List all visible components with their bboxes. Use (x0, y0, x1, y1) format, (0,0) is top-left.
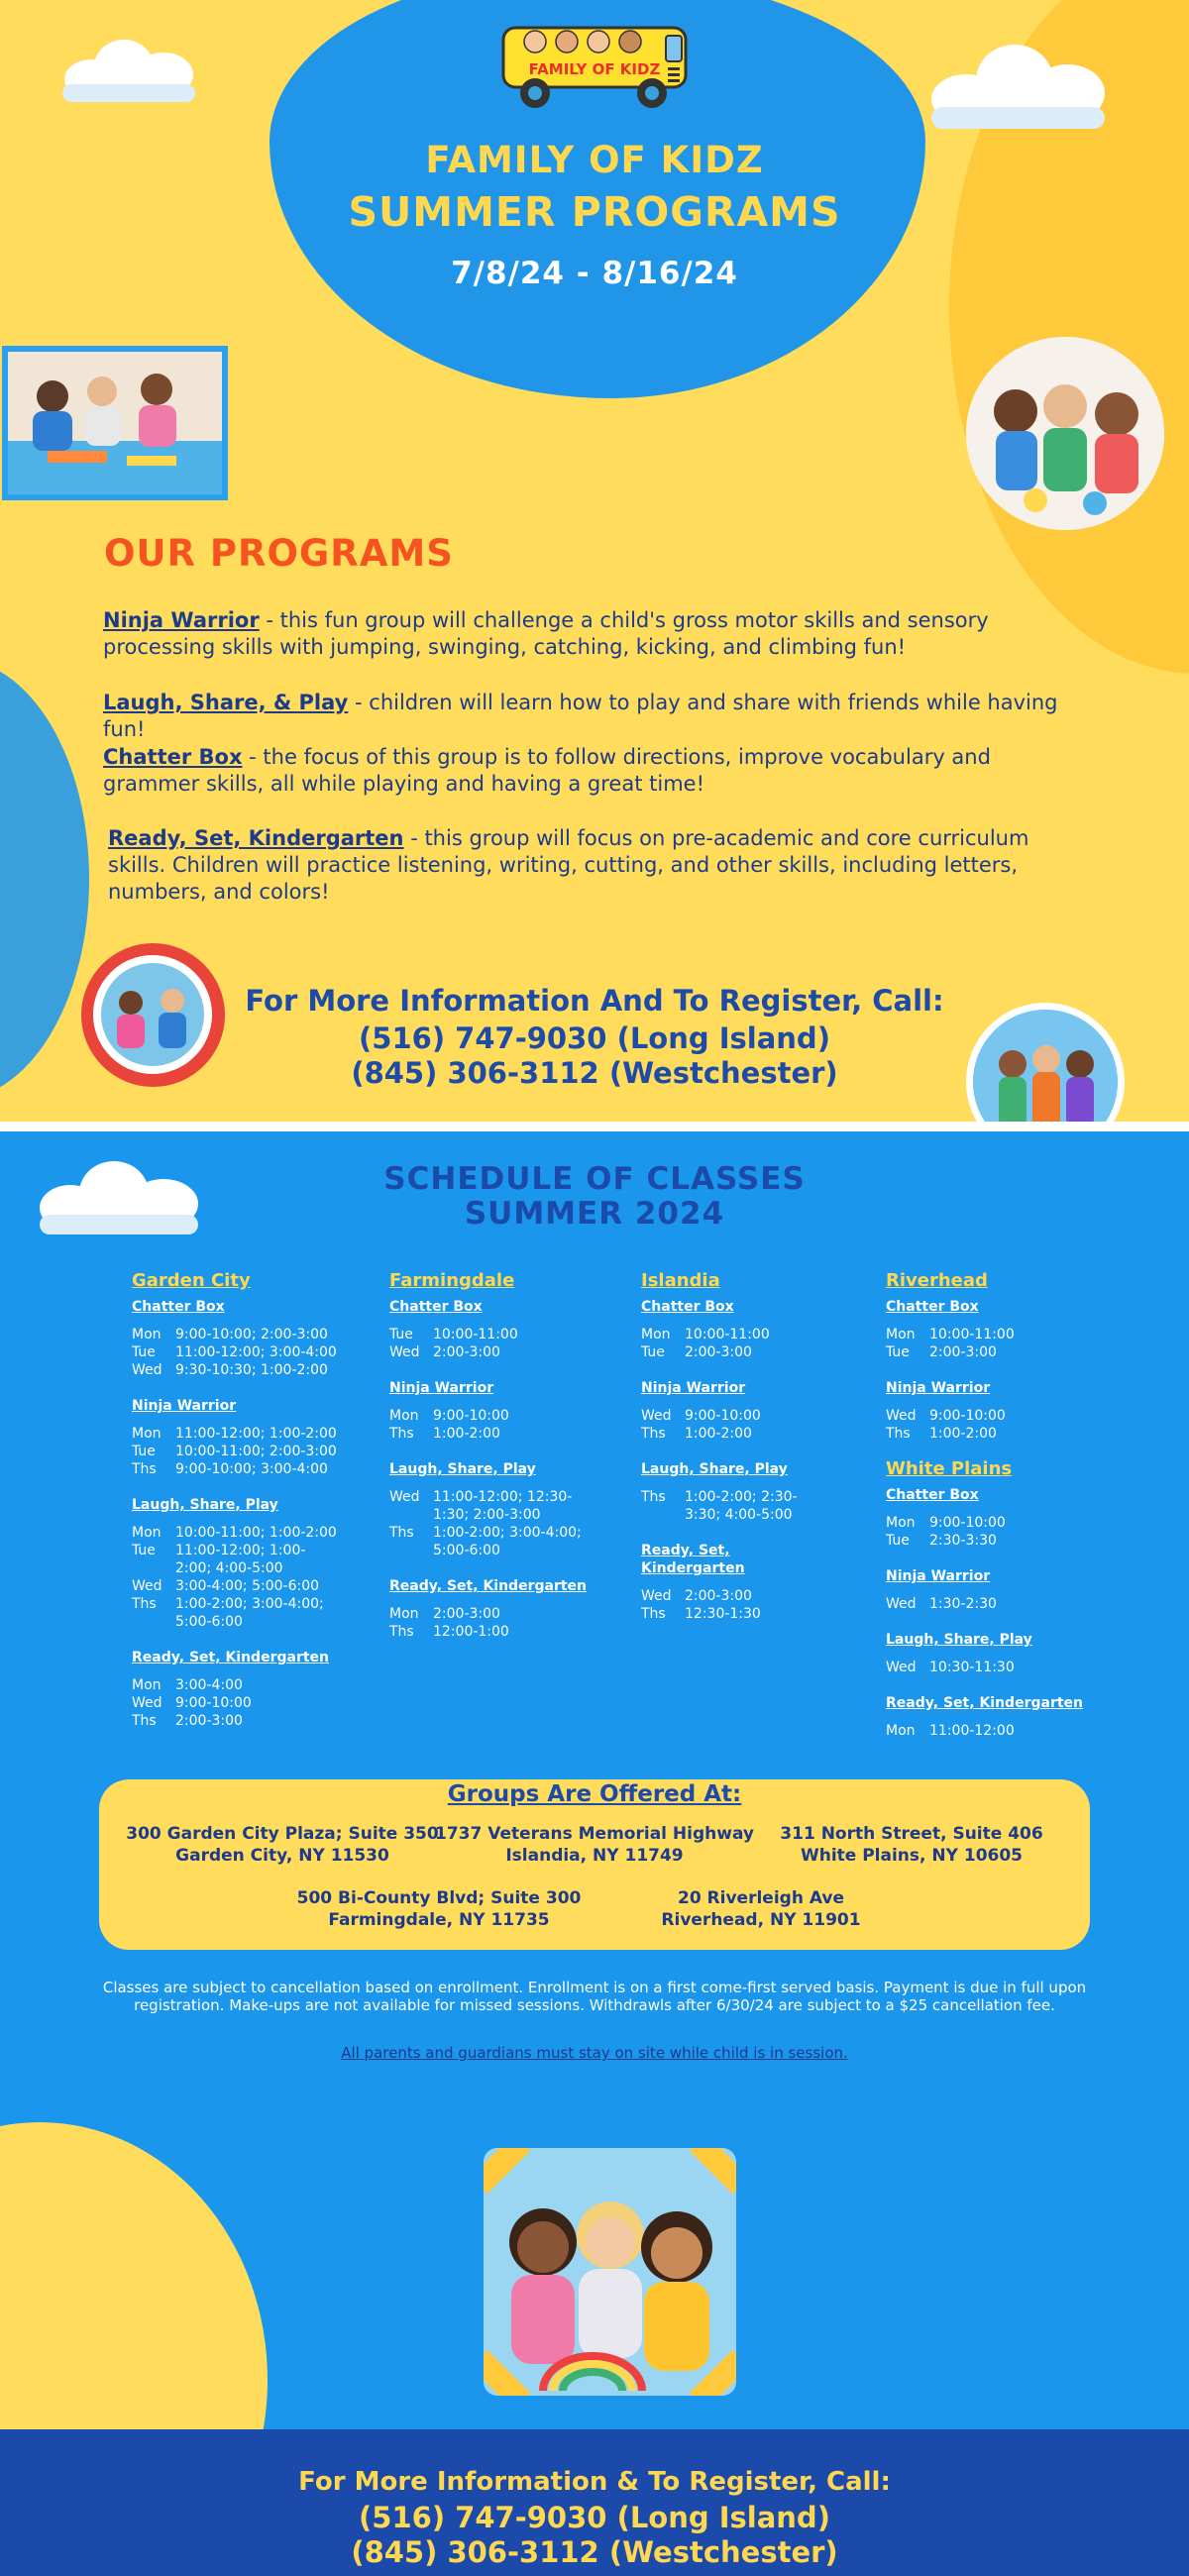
time-slot (132, 1524, 340, 1542)
group-name: Ninja Warrior (132, 1398, 237, 1414)
footer-call-label: For More Information & To Register, Call: (298, 2467, 891, 2497)
address-white-plains (748, 1823, 1075, 1867)
cloud-icon (35, 1157, 203, 1236)
slot-day: Mon (389, 1408, 419, 1424)
slot-day: Mon (886, 1327, 916, 1342)
slot-times: 2:00-3:00 (685, 1588, 752, 1604)
time-slot (641, 1343, 829, 1361)
address-line: Farmingdale, NY 11735 (328, 1910, 550, 1930)
kids-bubble-photo (966, 1003, 1125, 1122)
location-name: Garden City (132, 1270, 251, 1291)
group-name: Chatter Box (886, 1487, 979, 1503)
slot-times: 10:00-11:00 (929, 1327, 1015, 1342)
slot-times: 9:00-10:00 (433, 1408, 509, 1424)
program-description: - children will learn how to play and share with friends while having fun! (103, 691, 1058, 741)
slot-times: 10:00-11:00; 2:00-3:00 (175, 1444, 337, 1459)
slot-day: Tue (132, 1444, 156, 1459)
group-name: Ninja Warrior (641, 1380, 746, 1396)
time-slot (641, 1605, 829, 1623)
program-description: - this group will focus on pre-academic and core curriculum skills. Children will practice listening, writing, cutting, and other skills, including letters, numbers, and colors! (108, 826, 1029, 904)
address-line: 300 Garden City Plaza; Suite 350 (126, 1824, 439, 1844)
group-times (132, 1676, 340, 1730)
time-slot (886, 1407, 1084, 1425)
slot-times: 11:00-12:00; 3:00-4:00 (175, 1344, 337, 1360)
cloud-icon (54, 35, 203, 104)
top-section (0, 0, 1189, 1122)
program-laugh-share-play (103, 690, 1064, 743)
slot-times: 9:30-10:30; 1:00-2:00 (175, 1362, 328, 1378)
group-times (389, 1488, 588, 1559)
address-riverhead (597, 1887, 924, 1931)
time-slot (132, 1460, 340, 1478)
slot-day: Ths (389, 1525, 414, 1541)
slot-day: Ths (132, 1461, 157, 1477)
program-name: Laugh, Share, & Play (103, 691, 349, 714)
program-name: Ready, Set, Kindergarten (108, 826, 404, 850)
time-slot (389, 1326, 588, 1343)
group-name: Laugh, Share, Play (641, 1461, 788, 1477)
time-slot (641, 1407, 829, 1425)
programs-heading: OUR PROGRAMS (104, 532, 454, 575)
slot-times: 11:00-12:00 (929, 1723, 1015, 1739)
slot-day: Mon (389, 1606, 419, 1622)
slot-day: Ths (641, 1489, 666, 1505)
slot-day: Tue (886, 1344, 910, 1360)
slot-day: Mon (886, 1723, 916, 1739)
time-slot (886, 1722, 1084, 1740)
program-name: Ninja Warrior (103, 608, 260, 632)
slot-times: 1:00-2:00 (433, 1426, 500, 1442)
slot-times: 1:00-2:00; 2:30-3:30; 4:00-5:00 (685, 1489, 798, 1523)
group-name: Chatter Box (389, 1299, 483, 1315)
slot-times: 9:00-10:00 (175, 1695, 252, 1711)
slot-times: 12:30-1:30 (685, 1606, 761, 1622)
schedule-title-line1: SCHEDULE OF CLASSES (383, 1161, 806, 1197)
bus-label: FAMILY OF KIDZ (528, 60, 661, 78)
group-times (886, 1514, 1084, 1550)
time-slot (132, 1595, 340, 1631)
schedule-column (641, 1272, 829, 1641)
program-dates: 7/8/24 - 8/16/24 (451, 256, 738, 291)
slot-day: Wed (132, 1578, 162, 1594)
address-line: 500 Bi-County Blvd; Suite 300 (296, 1888, 582, 1908)
time-slot (132, 1361, 340, 1379)
time-slot (389, 1488, 588, 1524)
group-times (886, 1407, 1084, 1443)
slot-day: Mon (132, 1426, 162, 1442)
location-name: White Plains (886, 1458, 1013, 1479)
slot-day: Ths (132, 1596, 157, 1612)
group-name: Ready, Set, Kindergarten (641, 1543, 745, 1576)
location-name: Farmingdale (389, 1270, 515, 1291)
time-slot (132, 1443, 340, 1460)
program-description: - this fun group will challenge a child's gross motor skills and sensory processing skills with jumping, swinging, catching, kicking, and climbing fun! (103, 608, 989, 659)
slot-day: Mon (132, 1525, 162, 1541)
group-times (641, 1407, 829, 1443)
bus-logo (497, 22, 692, 113)
time-slot (389, 1605, 588, 1623)
group-name: Laugh, Share, Play (886, 1632, 1032, 1648)
address-farmingdale (275, 1887, 602, 1931)
time-slot (641, 1425, 829, 1443)
time-slot (886, 1514, 1084, 1532)
group-times (886, 1722, 1084, 1740)
address-islandia (431, 1823, 758, 1867)
parents-note: All parents and guardians must stay on site while child is in session. (341, 2044, 848, 2062)
slot-day: Wed (886, 1596, 917, 1612)
slot-times: 9:00-10:00 (929, 1408, 1006, 1424)
header-title-line2: SUMMER PROGRAMS (348, 188, 841, 236)
locations-box (99, 1779, 1090, 1950)
group-name: Chatter Box (886, 1299, 979, 1315)
slot-day: Tue (132, 1543, 156, 1558)
slot-times: 9:00-10:00 (685, 1408, 761, 1424)
program-ninja-warrior (103, 607, 1064, 661)
time-slot (886, 1326, 1084, 1343)
footer-phone-westchester[interactable]: (845) 306-3112 (Westchester) (351, 2535, 838, 2569)
phone-long-island[interactable]: (516) 747-9030 (Long Island) (359, 1021, 830, 1055)
time-slot (389, 1343, 588, 1361)
slot-times: 1:00-2:00 (929, 1426, 997, 1442)
slot-times: 1:00-2:00 (685, 1426, 752, 1442)
schedule-column (132, 1272, 340, 1748)
slot-times: 2:00-3:00 (433, 1606, 500, 1622)
slot-times: 2:00-3:00 (685, 1344, 752, 1360)
slot-day: Wed (641, 1588, 672, 1604)
group-times (886, 1326, 1084, 1361)
slot-day: Wed (389, 1344, 420, 1360)
header-title-line1: FAMILY OF KIDZ (425, 139, 764, 181)
slot-times: 10:00-11:00 (433, 1327, 518, 1342)
schedule-column (886, 1272, 1084, 1758)
slot-day: Wed (389, 1489, 420, 1505)
slot-day: Wed (886, 1660, 917, 1675)
slot-day: Wed (886, 1408, 917, 1424)
group-times (641, 1326, 829, 1361)
group-times (389, 1605, 588, 1641)
group-times (389, 1407, 588, 1443)
slot-times: 1:00-2:00; 3:00-4:00; 5:00-6:00 (433, 1525, 582, 1558)
slot-day: Wed (132, 1362, 162, 1378)
slot-times: 2:30-3:30 (929, 1533, 997, 1549)
group-times (132, 1326, 340, 1379)
time-slot (641, 1326, 829, 1343)
address-line: Riverhead, NY 11901 (661, 1910, 861, 1930)
time-slot (132, 1676, 340, 1694)
time-slot (886, 1532, 1084, 1550)
group-times (389, 1326, 588, 1361)
time-slot (132, 1343, 340, 1361)
address-line: Garden City, NY 11530 (175, 1846, 389, 1866)
slot-day: Mon (886, 1515, 916, 1531)
slot-times: 1:00-2:00; 3:00-4:00; 5:00-6:00 (175, 1596, 324, 1630)
happy-kids-photo (484, 2148, 736, 2396)
phone-westchester[interactable]: (845) 306-3112 (Westchester) (351, 1056, 838, 1090)
time-slot (132, 1694, 340, 1712)
decorative-wave (0, 2122, 268, 2429)
slot-times: 10:00-11:00 (685, 1327, 770, 1342)
slot-day: Ths (132, 1713, 157, 1729)
address-line: 311 North Street, Suite 406 (780, 1824, 1043, 1844)
slot-times: 2:00-3:00 (929, 1344, 997, 1360)
cloud-icon (926, 40, 1110, 134)
address-line: 1737 Veterans Memorial Highway (435, 1824, 754, 1844)
time-slot (886, 1343, 1084, 1361)
slot-day: Ths (641, 1606, 666, 1622)
address-line: 20 Riverleigh Ave (677, 1888, 845, 1908)
flower-frame-photo (81, 943, 225, 1087)
address-line: Islandia, NY 11749 (505, 1846, 684, 1866)
time-slot (389, 1623, 588, 1641)
time-slot (641, 1488, 829, 1524)
slot-day: Wed (641, 1408, 672, 1424)
slot-day: Ths (886, 1426, 911, 1442)
children-toys-photo (966, 337, 1164, 530)
time-slot (641, 1587, 829, 1605)
time-slot (132, 1425, 340, 1443)
program-description: - the focus of this group is to follow directions, improve vocabulary and grammer skills, all while playing and having a great time! (103, 745, 991, 796)
group-times (886, 1595, 1084, 1613)
group-times (132, 1524, 340, 1631)
time-slot (132, 1577, 340, 1595)
slot-day: Ths (641, 1426, 666, 1442)
group-name: Laugh, Share, Play (132, 1497, 278, 1513)
slot-day: Wed (132, 1695, 162, 1711)
group-name: Chatter Box (641, 1299, 734, 1315)
decorative-wave (0, 659, 89, 1100)
slot-times: 11:00-12:00; 12:30-1:30; 2:00-3:00 (433, 1489, 573, 1523)
group-times (641, 1587, 829, 1623)
location-name: Riverhead (886, 1270, 988, 1291)
program-chatter-box (103, 744, 1064, 798)
slot-day: Mon (641, 1327, 671, 1342)
time-slot (132, 1712, 340, 1730)
group-name: Ready, Set, Kindergarten (886, 1695, 1084, 1711)
footer (0, 2429, 1189, 2576)
footer-phone-long-island[interactable]: (516) 747-9030 (Long Island) (359, 2501, 830, 2534)
address-line: White Plains, NY 10605 (800, 1846, 1024, 1866)
slot-times: 3:00-4:00 (175, 1677, 243, 1693)
slot-times: 10:30-11:30 (929, 1660, 1015, 1675)
slot-times: 9:00-10:00; 3:00-4:00 (175, 1461, 328, 1477)
section-divider (0, 1122, 1189, 1131)
time-slot (389, 1524, 588, 1559)
time-slot (886, 1659, 1084, 1676)
schedule-column (389, 1272, 588, 1659)
group-name: Chatter Box (132, 1299, 225, 1315)
slot-day: Mon (132, 1327, 162, 1342)
slot-day: Mon (132, 1677, 162, 1693)
children-drawing-photo (2, 346, 228, 500)
slot-day: Tue (132, 1344, 156, 1360)
group-name: Ninja Warrior (389, 1380, 494, 1396)
address-garden-city (119, 1823, 446, 1867)
time-slot (886, 1595, 1084, 1613)
slot-times: 11:00-12:00; 1:00-2:00 (175, 1426, 337, 1442)
time-slot (389, 1407, 588, 1425)
group-name: Laugh, Share, Play (389, 1461, 536, 1477)
slot-times: 2:00-3:00 (175, 1713, 243, 1729)
slot-times: 2:00-3:00 (433, 1344, 500, 1360)
locations-heading: Groups Are Offered At: (447, 1781, 742, 1807)
info-call-label: For More Information And To Register, Call: (245, 984, 944, 1018)
program-ready-set-kindergarten (108, 825, 1069, 906)
group-name: Ninja Warrior (886, 1380, 991, 1396)
time-slot (132, 1542, 340, 1577)
location-name: Islandia (641, 1270, 720, 1291)
slot-times: 1:30-2:30 (929, 1596, 997, 1612)
group-times (641, 1488, 829, 1524)
time-slot (132, 1326, 340, 1343)
slot-day: Tue (886, 1533, 910, 1549)
program-name: Chatter Box (103, 745, 243, 769)
slot-day: Ths (389, 1624, 414, 1640)
schedule-title-line2: SUMMER 2024 (464, 1196, 725, 1232)
slot-day: Tue (389, 1327, 413, 1342)
slot-times: 3:00-4:00; 5:00-6:00 (175, 1578, 320, 1594)
slot-day: Ths (389, 1426, 414, 1442)
time-slot (389, 1425, 588, 1443)
cancellation-policy: Classes are subject to cancellation based on enrollment. Enrollment is on a first come-first served basis. Payment is due in full upon registration. Make-ups are not available for missed sessions. Withdrawls after 6/30/24 are subject to a $25 cancellation fee. (102, 1979, 1087, 2014)
slot-times: 10:00-11:00; 1:00-2:00 (175, 1525, 337, 1541)
group-times (886, 1659, 1084, 1676)
slot-times: 9:00-10:00; 2:00-3:00 (175, 1327, 328, 1342)
slot-day: Tue (641, 1344, 665, 1360)
time-slot (886, 1425, 1084, 1443)
group-times (132, 1425, 340, 1478)
slot-times: 11:00-12:00; 1:00-2:00; 4:00-5:00 (175, 1543, 306, 1576)
slot-times: 12:00-1:00 (433, 1624, 509, 1640)
group-name: Ready, Set, Kindergarten (389, 1578, 588, 1594)
slot-times: 9:00-10:00 (929, 1515, 1006, 1531)
group-name: Ninja Warrior (886, 1568, 991, 1584)
group-name: Ready, Set, Kindergarten (132, 1650, 330, 1665)
